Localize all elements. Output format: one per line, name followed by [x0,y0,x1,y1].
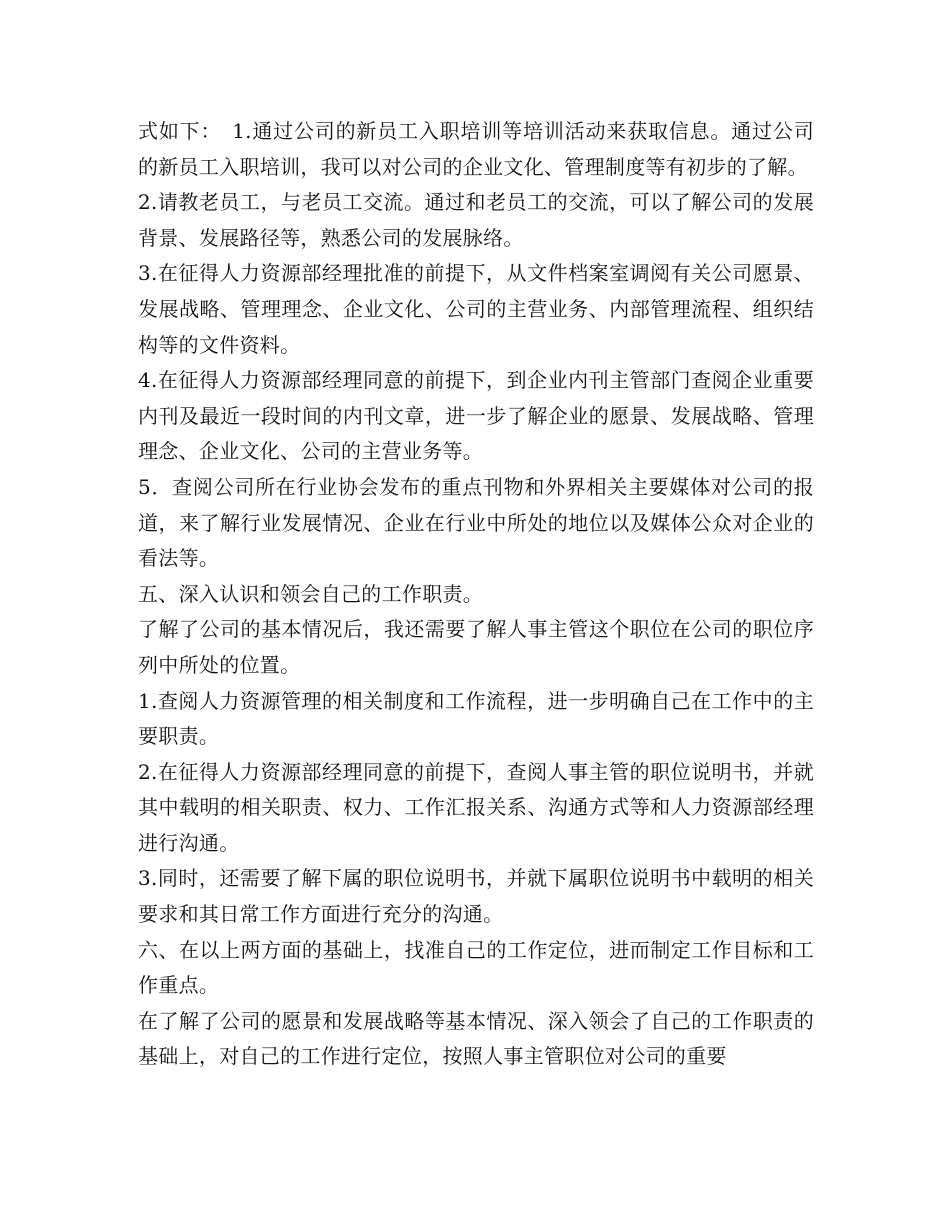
paragraph-section-5-item-3: 3.同时，还需要了解下属的职位说明书，并就下属职位说明书中载明的相关要求和其日常工作方面进行充分的沟通。 [138,866,814,927]
paragraph-method-5: 5．查阅公司所在行业协会发布的重点刊物和外界相关主要媒体对公司的报道，来了解行业发展情况、企业在行业中所处的地位以及媒体公众对企业的看法等。 [138,474,814,571]
paragraph-section-5-item-1: 1.查阅人力资源管理的相关制度和工作流程，进一步明确自己在工作中的主要职责。 [138,688,814,749]
document-body [138,114,814,1075]
section-heading-5: 五、深入认识和领会自己的工作职责。 [138,581,484,606]
paragraph-method-3: 3.在征得人力资源部经理批准的前提下，从文件档案室调阅有关公司愿景、发展战略、管理理念、企业文化、公司的主营业务、内部管理流程、组织结构等的文件资料。 [138,261,814,357]
paragraph-method-4: 4.在征得人力资源部经理同意的前提下，到企业内刊主管部门查阅企业重要内刊及最近一段时间的内刊文章，进一步了解企业的愿景、发展战略、管理理念、企业文化、公司的主营业务等。 [138,368,814,464]
paragraph-section-5-intro: 了解了公司的基本情况后，我还需要了解人事主管这个职位在公司的职位序列中所处的位置。 [138,617,814,677]
paragraph-intro-method-1: 式如下： 1.通过公司的新员工入职培训等培训活动来获取信息。通过公司的新员工入职培训，我可以对公司的企业文化、管理制度等有初步的了解。 [138,119,814,179]
paragraph-section-5-item-2: 2.在征得人力资源部经理同意的前提下，查阅人事主管的职位说明书，并就其中载明的相关职责、权力、工作汇报关系、沟通方式等和人力资源部经理进行沟通。 [138,759,814,855]
paragraph-method-2: 2.请教老员工，与老员工交流。通过和老员工的交流，可以了解公司的发展背景、发展路径等，熟悉公司的发展脉络。 [138,190,814,250]
section-heading-6: 六、在以上两方面的基础上，找准自己的工作定位，进而制定工作目标和工作重点。 [138,937,814,998]
paragraph-section-6-body: 在了解了公司的愿景和发展战略等基本情况、深入领会了自己的工作职责的基础上，对自己的工作进行定位，按照人事主管职位对公司的重要 [138,1008,814,1069]
